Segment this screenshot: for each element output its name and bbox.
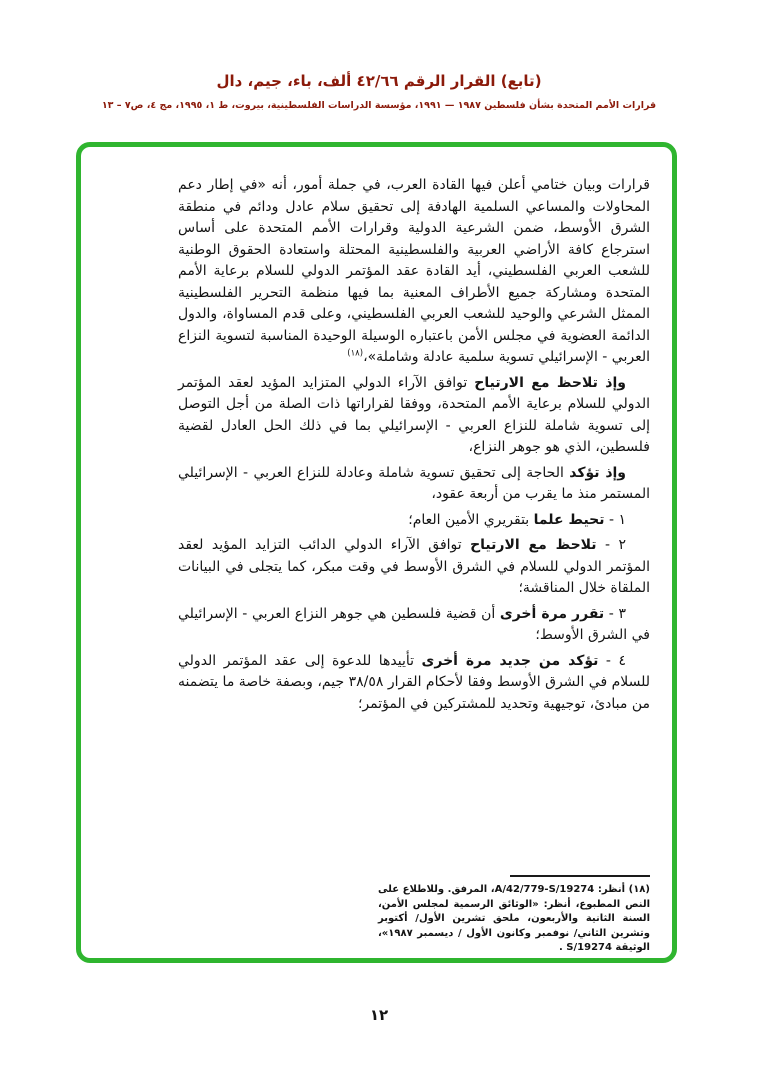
clause-lead: تقرر مرة أخرى bbox=[499, 605, 605, 622]
clause-text: توافق الآراء الدولي الدائب التزايد المؤيد لعقد المؤتمر الدولي للسلام في الشرق الأوسط في وقت مبكر، كما يتجلى في البيانات الملقاة خلال المناقشة؛ bbox=[178, 537, 650, 596]
clause-number: ٣ - bbox=[604, 605, 626, 622]
footnote-ref: (١٨) bbox=[347, 348, 364, 359]
clause-lead: وإذ تلاحظ مع الارتياح bbox=[474, 374, 626, 391]
numbered-clause bbox=[178, 510, 650, 532]
page-number: ١٢ bbox=[369, 1006, 389, 1024]
footnote-divider bbox=[510, 875, 650, 877]
clause-text: أن قضية فلسطين هي جوهر النزاع العربي - الإسرائيلي في الشرق الأوسط؛ bbox=[178, 605, 650, 643]
clause-lead: تؤكد من جديد مرة أخرى bbox=[421, 652, 599, 669]
paragraph bbox=[178, 175, 650, 369]
clause-text: الحاجة إلى تحقيق تسوية شاملة وعادلة للنزاع العربي - الإسرائيلي المستمر منذ ما يقرب من أربعة عقود، bbox=[178, 464, 650, 502]
clause-text: توافق الآراء الدولي المتزايد المؤيد لعقد المؤتمر الدولي للسلام برعاية الأمم المتحدة، ووفقا لقراراتها ذات الصلة من أجل التوصل إلى تسوية شاملة للنزاع العربي - الإسرائيلي بما في ذلك الحل العادل لقضية فلسطين، الذي هو جوهر النزاع، bbox=[178, 374, 650, 455]
clause-lead: تحيط علما bbox=[533, 511, 605, 528]
resolution-title: (تابع) القرار الرقم ٤٢/٦٦ ألف، باء، جيم، دال bbox=[216, 72, 542, 90]
numbered-clause bbox=[178, 651, 650, 716]
clause-text: بتقريري الأمين العام؛ bbox=[408, 511, 534, 528]
footnote: (١٨) أنظر: A/42/779-S/19274، المرفق. وللاطلاع على النص المطبوع، أنظر: «الوثائق الرسمية لمجلس الأمن، السنة الثانية والأربعون، ملحق تشرين الأول/ أكتوبر وتشرين الثاني/ نوفمبر وكانون الأول / ديسمبر ١٩٨٧»، الوثيقة S/19274 . bbox=[378, 884, 650, 953]
body-text bbox=[178, 175, 650, 719]
numbered-clause bbox=[178, 535, 650, 600]
clause-lead: وإذ تؤكد bbox=[569, 464, 627, 481]
clause-text: تأييدها للدعوة إلى عقد المؤتمر الدولي للسلام في الشرق الأوسط وفقا لأحكام القرار ٣٨/٥٨ جيم، وبصفة خاصة ما يتضمنه من مبادئ، توجيهية وتحديد للمشتركين في المؤتمر؛ bbox=[178, 652, 651, 712]
clause-number: ٢ - bbox=[596, 537, 626, 553]
paragraph bbox=[178, 373, 650, 459]
clause-text: قرارات وبيان ختامي أعلن فيها القادة العرب، في جملة أمور، أنه «في إطار دعم المحاولات والمساعي السلمية الهادفة إلى تحقيق سلام عادل ودائم في منطقة الشرق الأوسط، ضمن الشرعية الدولية وقرارات الأمم المتحدة على أساس استرجاع كافة الأراضي العربية والفلسطينية المحتلة واستعادة الحقوق الوطنية للشعب العربي الفلسطيني، أيد القادة عقد المؤتمر الدولي للسلام برعاية الأمم المتحدة ومشاركة جميع الأطراف المعنية بما فيها منظمة التحرير الفلسطينية الممثل الشرعي والوحيد للشعب العربي الفلسطيني، وعلى قدم المساواة، والدول الدائمة العضوية في مجلس الأمن باعتباره الوسيلة الوحيدة المناسبة لتسوية النزاع العربي - الإسرائيلي تسوية سلمية عادلة وشاملة»، bbox=[178, 177, 650, 365]
paragraph bbox=[178, 463, 650, 506]
content-frame bbox=[76, 142, 677, 963]
footnote-section bbox=[378, 875, 650, 956]
clause-lead: تلاحظ مع الارتياح bbox=[470, 537, 597, 553]
source-citation: قرارات الأمم المتحدة بشأن فلسطين ١٩٨٧ — ١٩٩١، مؤسسة الدراسات الفلسطينية، بيروت، ط ١، ١٩٩٥، مج ٤، ص٧ – ١٣ bbox=[101, 100, 657, 111]
numbered-clause bbox=[178, 604, 650, 647]
clause-number: ١ - bbox=[604, 511, 626, 528]
clause-number: ٤ - bbox=[598, 652, 627, 669]
